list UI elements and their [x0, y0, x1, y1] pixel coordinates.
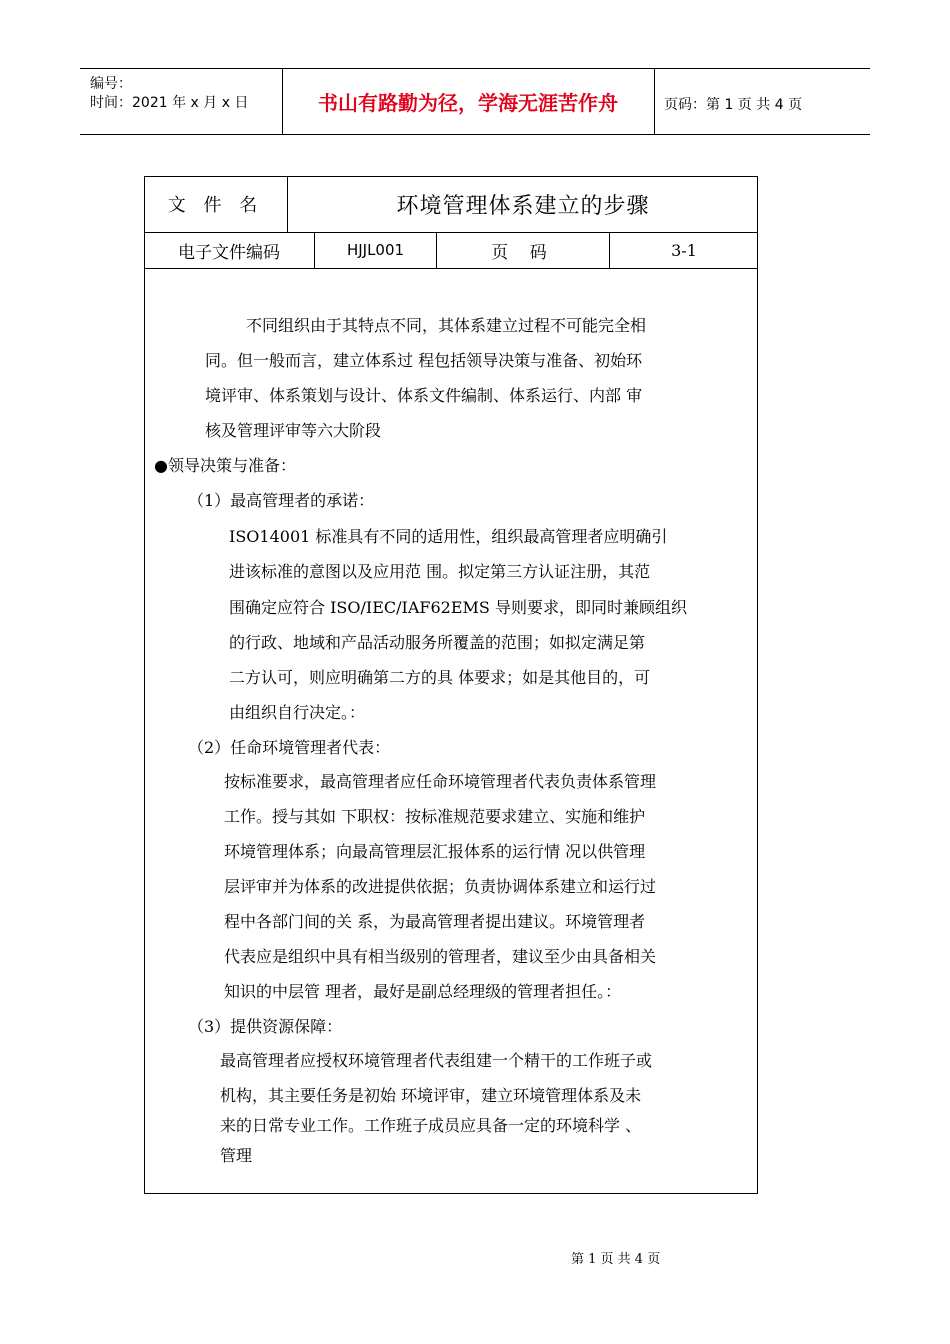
- page-value: 3-1: [671, 240, 697, 260]
- subsection-heading: （3）提供资源保障：: [188, 1017, 343, 1036]
- paragraph-line: 层评审并为体系的改进提供依据；负责协调体系建立和运行过: [224, 877, 657, 896]
- intro-line: 境评审、体系策划与设计、体系文件编制、体系运行、内部 审: [205, 386, 643, 405]
- section-heading: ●领导决策与准备：: [154, 456, 296, 475]
- paragraph-line: 知识的中层管 理者，最好是副总经理级的管理者担任。：: [224, 982, 622, 1001]
- paragraph-line: 围确定应符合 ISO/IEC/IAF62EMS 导则要求，即同时兼顾组织: [229, 598, 687, 617]
- header-motto: 书山有路勤为径，学海无涯苦作舟: [318, 90, 618, 115]
- paragraph-line: 进该标准的意图以及应用范 围。拟定第三方认证注册，其范: [229, 562, 651, 581]
- doc-time-label: 时间：2021 年 x 月 x 日: [90, 95, 249, 111]
- paragraph-line: 机构，其主要任务是初始 环境评审，建立环境管理体系及未: [220, 1086, 642, 1105]
- subsection-heading: （1）最高管理者的承诺：: [188, 491, 375, 510]
- document-title: 环境管理体系建立的步骤: [396, 193, 650, 219]
- header-divider: [654, 68, 655, 134]
- file-name-label: 文 件 名: [167, 195, 264, 216]
- paragraph-line: 按标准要求，最高管理者应任命环境管理者代表负责体系管理: [224, 772, 657, 791]
- paragraph-line: 二方认可，则应明确第二方的具 体要求；如是其他目的，可: [229, 668, 651, 687]
- subsection-heading: （2）任命环境管理者代表：: [188, 738, 391, 757]
- paragraph-line: 最高管理者应授权环境管理者代表组建一个精干的工作班子或: [220, 1051, 653, 1070]
- page-label: 页 码: [491, 242, 555, 263]
- paragraph-line: 来的日常专业工作。工作班子成员应具备一定的环境科学 、: [220, 1116, 642, 1135]
- header-bottom-rule: [80, 134, 870, 135]
- paragraph-line: 工作。授与其如 下职权：按标准规范要求建立、实施和维护: [224, 807, 646, 826]
- paragraph-line: 代表应是组织中具有相当级别的管理者，建议至少由具备相关: [224, 947, 657, 966]
- file-code-label: 电子文件编码: [178, 242, 280, 263]
- paragraph-line: 程中各部门间的关 系，为最高管理者提出建议。环境管理者: [224, 912, 646, 931]
- page-footer: 第 1 页 共 4 页: [571, 1252, 661, 1267]
- intro-line: 核及管理评审等六大阶段: [205, 421, 382, 440]
- paragraph-line: 的行政、地域和产品活动服务所覆盖的范围；如拟定满足第: [229, 633, 646, 652]
- file-code-value: HJJL001: [346, 241, 405, 259]
- paragraph-line: 环境管理体系；向最高管理层汇报体系的运行情 况以供管理: [224, 842, 646, 861]
- paragraph-line: 由组织自行决定。：: [229, 703, 366, 722]
- paragraph-line: 管理: [220, 1146, 253, 1165]
- doc-number-label: 编号：: [90, 76, 132, 92]
- intro-line: 不同组织由于其特点不同，其体系建立过程不可能完全相: [246, 316, 647, 335]
- intro-line: 同。但一般而言，建立体系过 程包括领导决策与准备、初始环: [205, 351, 643, 370]
- form-row-divider: [144, 268, 758, 269]
- header-page-info: 页码：第 1 页 共 4 页: [664, 97, 803, 113]
- paragraph-line: ISO14001 标准具有不同的适用性，组织最高管理者应明确引: [229, 527, 668, 546]
